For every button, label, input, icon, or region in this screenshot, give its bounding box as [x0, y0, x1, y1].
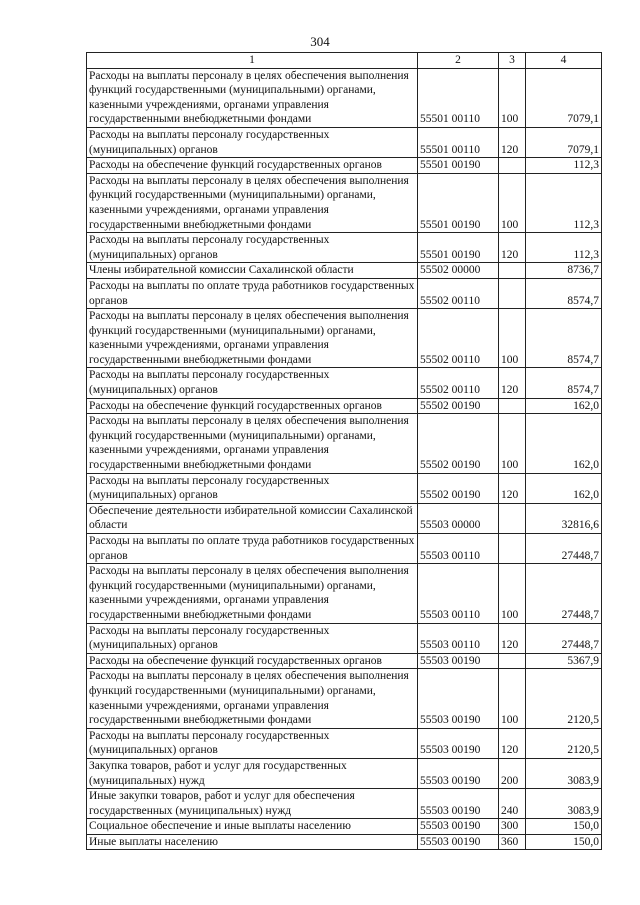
- row-name: Расходы на выплаты персоналу государственных (муниципальных) органов: [87, 473, 418, 503]
- row-type: 300: [499, 819, 526, 835]
- row-name: Расходы на выплаты персоналу в целях обеспечения выполнения функций государственными (муниципальными) органами, казенными учреждениями, органами управления государственными внебюджетными фондами: [87, 564, 418, 623]
- table-row: [87, 158, 602, 174]
- row-code: 55503 00110: [418, 623, 499, 653]
- row-type: [499, 263, 526, 279]
- row-code: 55503 00110: [418, 534, 499, 564]
- table-row: [87, 623, 602, 653]
- row-name: Расходы на обеспечение функций государственных органов: [87, 398, 418, 414]
- table-row: [87, 473, 602, 503]
- row-amount: 27448,7: [526, 623, 602, 653]
- row-type: 120: [499, 127, 526, 157]
- row-name: Закупка товаров, работ и услуг для государственных (муниципальных) нужд: [87, 758, 418, 788]
- row-name: Расходы на выплаты персоналу в целях обеспечения выполнения функций государственными (муниципальными) органами, казенными учреждениями, органами управления государственными внебюджетными фондами: [87, 414, 418, 473]
- row-type: 100: [499, 414, 526, 473]
- row-type: [499, 534, 526, 564]
- row-type: 100: [499, 68, 526, 127]
- row-code: 55502 00000: [418, 263, 499, 279]
- row-type: [499, 653, 526, 669]
- row-amount: 162,0: [526, 398, 602, 414]
- table-row: [87, 669, 602, 728]
- row-type: 100: [499, 173, 526, 232]
- row-type: 240: [499, 789, 526, 819]
- row-amount: 8574,7: [526, 278, 602, 308]
- row-amount: 7079,1: [526, 68, 602, 127]
- row-amount: 8574,7: [526, 309, 602, 368]
- row-name: Расходы на выплаты персоналу государственных (муниципальных) органов: [87, 728, 418, 758]
- table-row: [87, 127, 602, 157]
- row-amount: 8574,7: [526, 368, 602, 398]
- table-row: [87, 173, 602, 232]
- row-name: Расходы на обеспечение функций государственных органов: [87, 158, 418, 174]
- header-col-1: 1: [87, 53, 418, 69]
- row-code: 55501 00190: [418, 173, 499, 232]
- header-col-4: 4: [526, 53, 602, 69]
- budget-table: [86, 52, 602, 850]
- row-code: 55503 00000: [418, 503, 499, 533]
- row-amount: 2120,5: [526, 728, 602, 758]
- row-name: Иные закупки товаров, работ и услуг для обеспечения государственных (муниципальных) нужд: [87, 789, 418, 819]
- table-row: [87, 758, 602, 788]
- row-name: Расходы на выплаты персоналу государственных (муниципальных) органов: [87, 127, 418, 157]
- row-name: Обеспечение деятельности избирательной комиссии Сахалинской области: [87, 503, 418, 533]
- row-name: Расходы на выплаты персоналу в целях обеспечения выполнения функций государственными (муниципальными) органами, казенными учреждениями, органами управления государственными внебюджетными фондами: [87, 173, 418, 232]
- row-amount: 3083,9: [526, 789, 602, 819]
- table-row: [87, 398, 602, 414]
- table-body: [87, 68, 602, 850]
- row-type: 120: [499, 473, 526, 503]
- table-row: [87, 534, 602, 564]
- table-row: [87, 653, 602, 669]
- row-name: Социальное обеспечение и иные выплаты населению: [87, 819, 418, 835]
- row-code: 55503 00190: [418, 728, 499, 758]
- table-row: [87, 68, 602, 127]
- row-code: 55501 00190: [418, 233, 499, 263]
- row-name: Расходы на обеспечение функций государственных органов: [87, 653, 418, 669]
- row-code: 55503 00190: [418, 653, 499, 669]
- table-row: [87, 233, 602, 263]
- row-amount: 112,3: [526, 158, 602, 174]
- row-amount: 3083,9: [526, 758, 602, 788]
- table-row: [87, 728, 602, 758]
- row-type: 200: [499, 758, 526, 788]
- row-name: Расходы на выплаты персоналу в целях обеспечения выполнения функций государственными (муниципальными) органами, казенными учреждениями, органами управления государственными внебюджетными фондами: [87, 68, 418, 127]
- row-amount: 7079,1: [526, 127, 602, 157]
- header-col-2: 2: [418, 53, 499, 69]
- row-code: 55503 00110: [418, 564, 499, 623]
- row-name: Расходы на выплаты персоналу государственных (муниципальных) органов: [87, 368, 418, 398]
- table-row: [87, 564, 602, 623]
- row-type: 100: [499, 564, 526, 623]
- table-row: [87, 819, 602, 835]
- row-type: 360: [499, 834, 526, 850]
- page-number: 304: [310, 34, 330, 49]
- row-amount: 162,0: [526, 473, 602, 503]
- table-row: [87, 368, 602, 398]
- row-code: 55501 00190: [418, 158, 499, 174]
- row-name: Расходы на выплаты персоналу в целях обеспечения выполнения функций государственными (муниципальными) органами, казенными учреждениями, органами управления государственными внебюджетными фондами: [87, 309, 418, 368]
- row-name: Расходы на выплаты персоналу государственных (муниципальных) органов: [87, 623, 418, 653]
- row-type: [499, 278, 526, 308]
- row-code: 55503 00190: [418, 669, 499, 728]
- row-type: 100: [499, 669, 526, 728]
- row-code: 55503 00190: [418, 758, 499, 788]
- row-type: 120: [499, 728, 526, 758]
- row-amount: 150,0: [526, 834, 602, 850]
- table-row: [87, 503, 602, 533]
- header-row: [87, 53, 602, 69]
- table-row: [87, 834, 602, 850]
- row-amount: 112,3: [526, 233, 602, 263]
- row-type: 120: [499, 233, 526, 263]
- row-code: 55502 00110: [418, 309, 499, 368]
- row-code: 55501 00110: [418, 127, 499, 157]
- table-row: [87, 309, 602, 368]
- row-amount: 27448,7: [526, 534, 602, 564]
- table-row: [87, 414, 602, 473]
- row-amount: 32816,6: [526, 503, 602, 533]
- row-amount: 162,0: [526, 414, 602, 473]
- row-name: Члены избирательной комиссии Сахалинской области: [87, 263, 418, 279]
- row-code: 55502 00190: [418, 398, 499, 414]
- row-code: 55503 00190: [418, 819, 499, 835]
- row-name: Иные выплаты населению: [87, 834, 418, 850]
- table-row: [87, 789, 602, 819]
- row-code: 55503 00190: [418, 834, 499, 850]
- row-type: 120: [499, 623, 526, 653]
- row-amount: 150,0: [526, 819, 602, 835]
- row-code: 55503 00190: [418, 789, 499, 819]
- row-amount: 112,3: [526, 173, 602, 232]
- table-row: [87, 278, 602, 308]
- row-amount: 27448,7: [526, 564, 602, 623]
- row-type: 120: [499, 368, 526, 398]
- row-type: 100: [499, 309, 526, 368]
- table-row: [87, 263, 602, 279]
- row-name: Расходы на выплаты по оплате труда работников государственных органов: [87, 534, 418, 564]
- row-code: 55502 00110: [418, 368, 499, 398]
- row-name: Расходы на выплаты персоналу в целях обеспечения выполнения функций государственными (муниципальными) органами, казенными учреждениями, органами управления государственными внебюджетными фондами: [87, 669, 418, 728]
- row-name: Расходы на выплаты персоналу государственных (муниципальных) органов: [87, 233, 418, 263]
- row-amount: 2120,5: [526, 669, 602, 728]
- header-col-3: 3: [499, 53, 526, 69]
- row-amount: 8736,7: [526, 263, 602, 279]
- row-code: 55502 00110: [418, 278, 499, 308]
- row-type: [499, 503, 526, 533]
- row-code: 55501 00110: [418, 68, 499, 127]
- row-type: [499, 158, 526, 174]
- row-code: 55502 00190: [418, 414, 499, 473]
- row-code: 55502 00190: [418, 473, 499, 503]
- row-type: [499, 398, 526, 414]
- row-amount: 5367,9: [526, 653, 602, 669]
- row-name: Расходы на выплаты по оплате труда работников государственных органов: [87, 278, 418, 308]
